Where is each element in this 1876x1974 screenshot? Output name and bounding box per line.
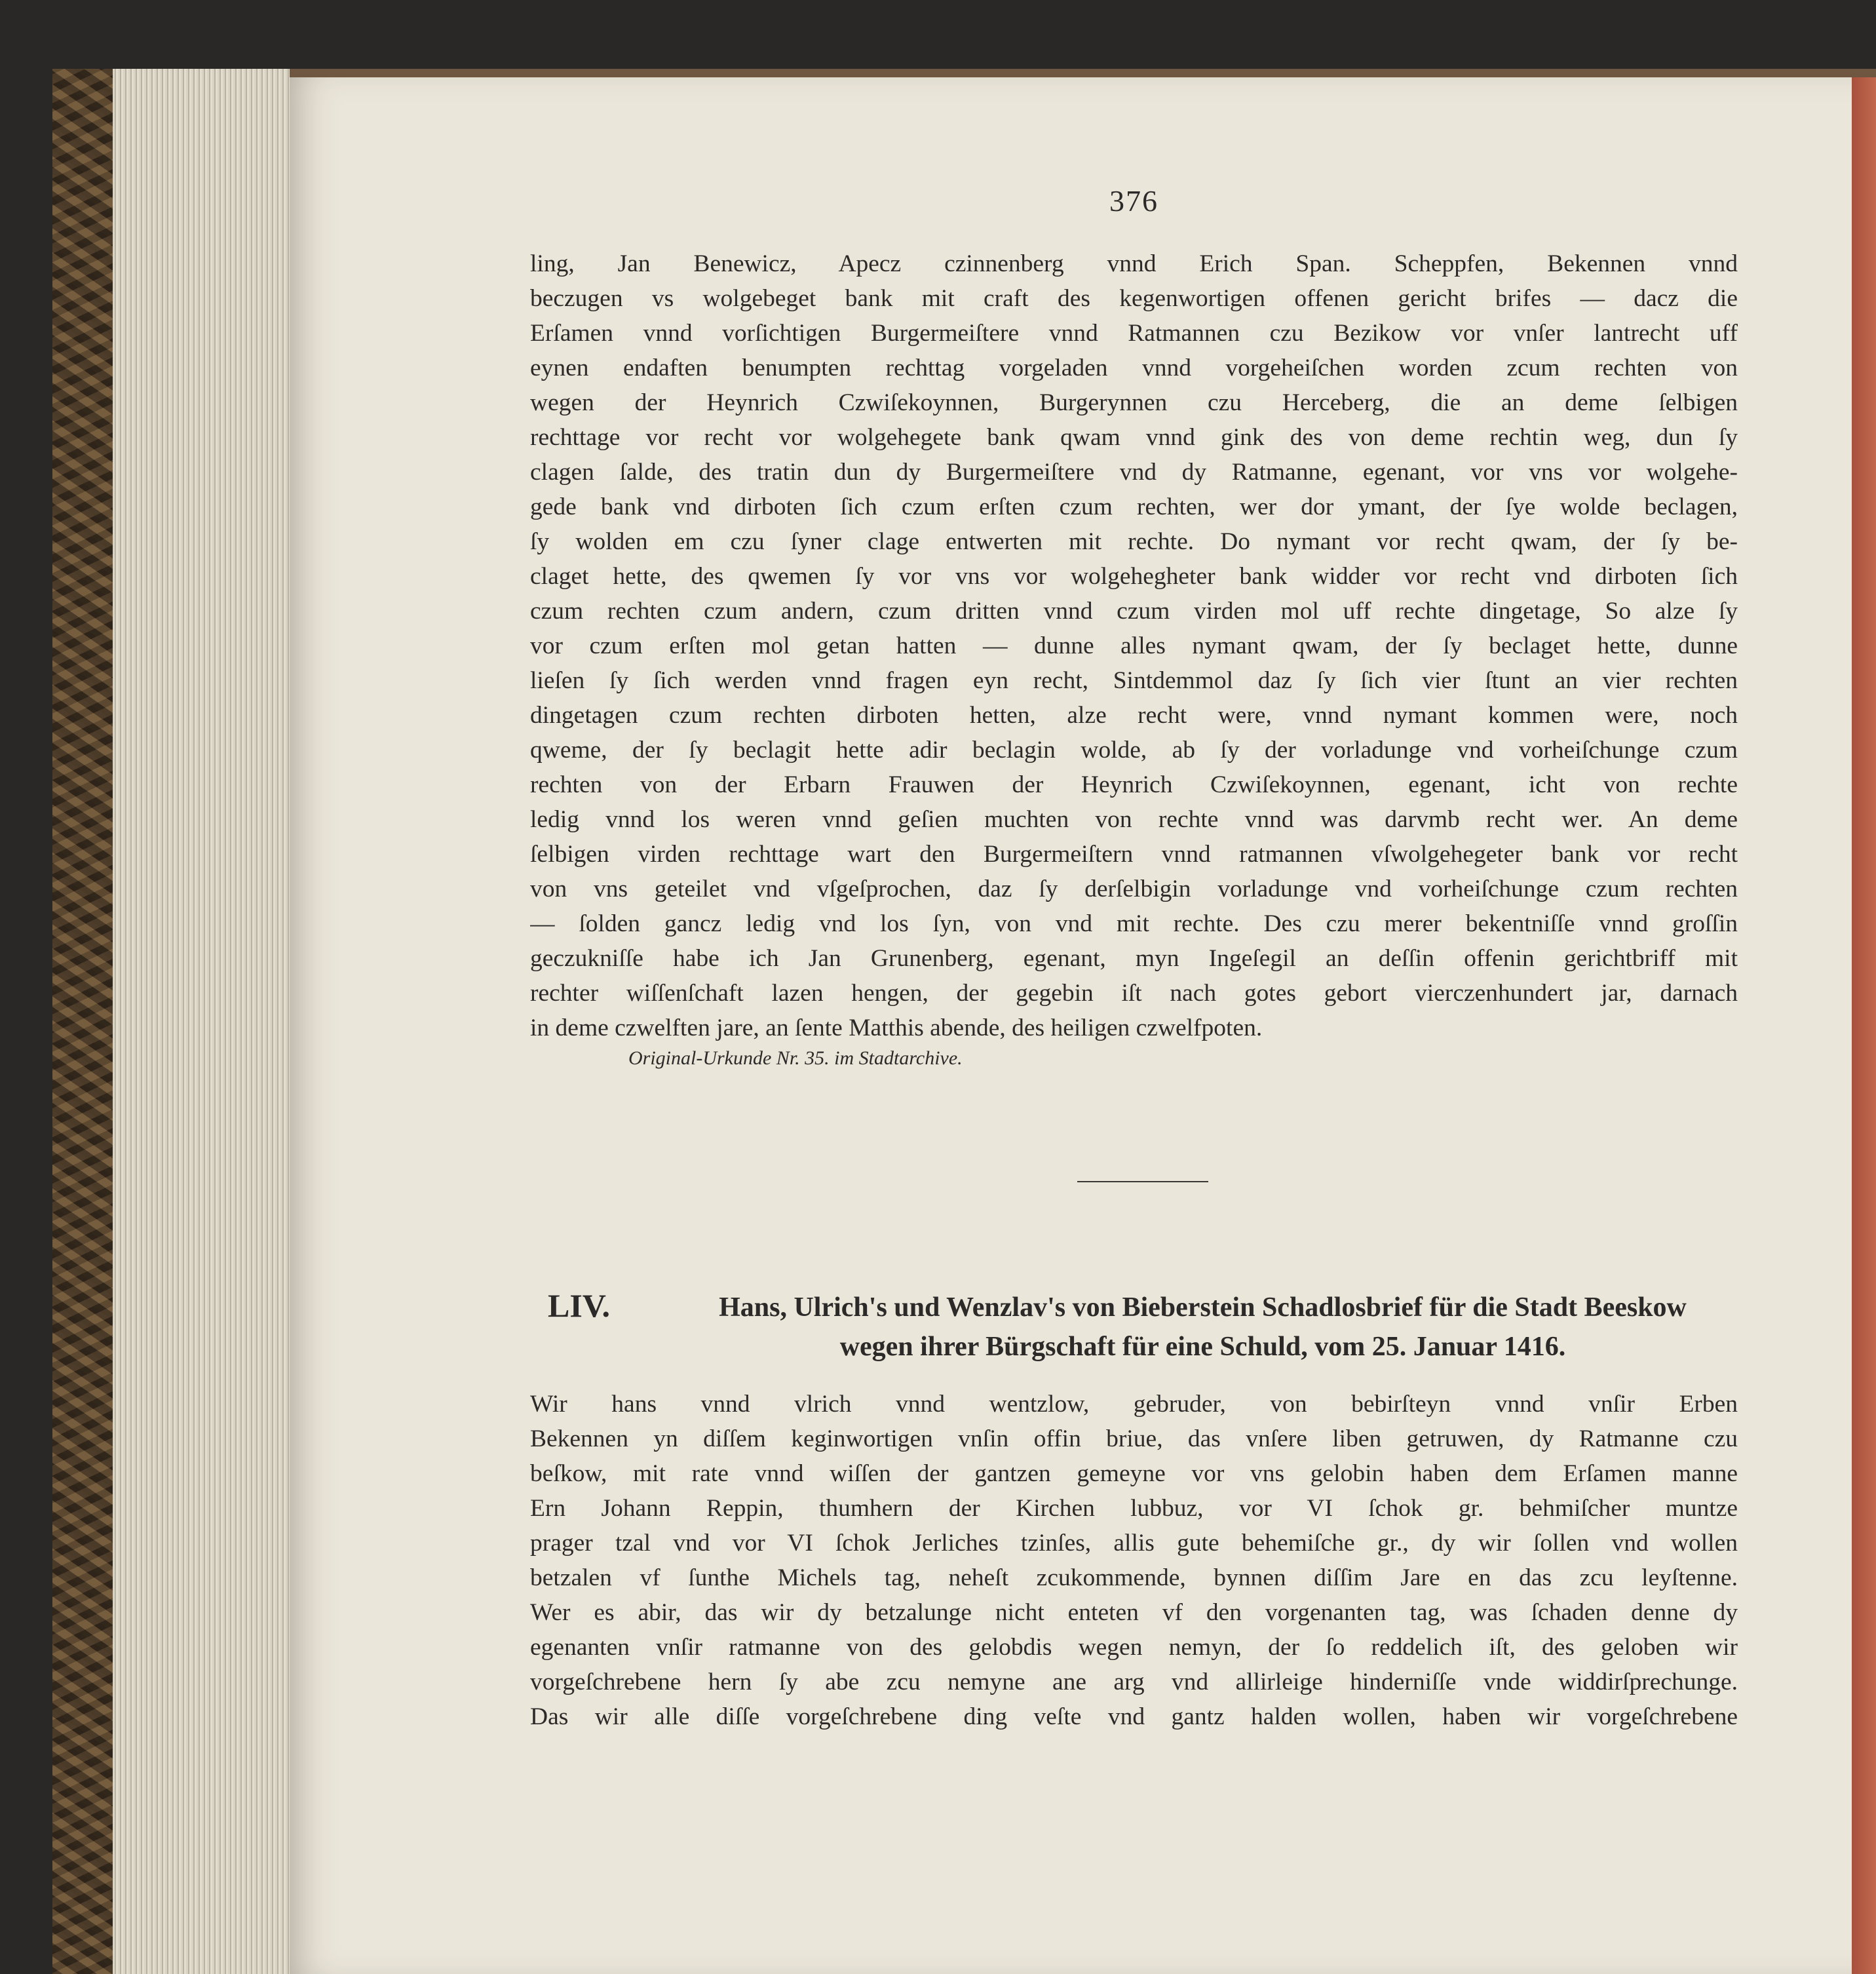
section-1-text-line: claget hette, des qwemen ſy vor vns vor wolgehegheter bank widder vor recht vnd dirboten ſich: [530, 563, 1738, 590]
document-title-line-2: wegen ihrer Bürgschaft für eine Schuld, vom 25. Januar 1416.: [839, 1332, 1566, 1362]
section-2-text-line: Ern Johann Reppin, thumhern der Kirchen lubbuz, vor VI ſchok gr. behmiſcher muntze: [530, 1495, 1738, 1522]
section-1-text-line: eynen endaften benumpten rechttag vorgeladen vnnd vorgeheiſchen worden zcum rechten von: [530, 355, 1738, 381]
section-1-text-line: geczukniſſe habe ich Jan Grunenberg, egenant, myn Ingeſegil an deſſin offenin gerichtbriff mit: [530, 945, 1738, 972]
document-text-section-1: [530, 246, 1738, 1045]
marbled-cover-edge: [52, 69, 113, 1974]
section-2-text-line: Bekennen yn diſſem keginwortigen vnſin offin briue, das vnſere liben getruwen, dy Ratmanne czu: [530, 1425, 1738, 1452]
section-2-text-line: egenanten vnſir ratmanne von des gelobdis wegen nemyn, der ſo reddelich iſt, des geloben wir: [530, 1634, 1738, 1661]
section-1-text-line: rechttage vor recht vor wolgehegete bank qwam vnnd gink des von deme rechtin weg, dun ſy: [530, 424, 1738, 451]
section-1-text-line: — ſolden gancz ledig vnd los ſyn, von vnd mit rechte. Des czu merer bekentniſſe vnnd groſſin: [530, 910, 1738, 937]
section-2-text-line: prager tzal vnd vor VI ſchok Jerliches tzinſes, allis gute behemiſche gr., dy wir ſollen vnd wollen: [530, 1530, 1738, 1557]
section-separator: [1077, 1181, 1208, 1182]
right-cover-edge: [1852, 77, 1876, 1974]
document-number: LIV.: [548, 1287, 610, 1324]
section-1-text-line: qweme, der ſy beclagit hette adir beclagin wolde, ab ſy der vorladunge vnd vorheiſchunge czum: [530, 737, 1738, 764]
document-text-section-2: [530, 1387, 1738, 1734]
section-1-text-line: lieſen ſy ſich werden vnnd fragen eyn recht, Sintdemmol daz ſy ſich vier ſtunt an vier rechten: [530, 667, 1738, 694]
section-1-text-line: beczugen vs wolgebeget bank mit craft des kegenwortigen offenen gericht brifes — dacz die: [530, 285, 1738, 312]
page-number: 376: [1109, 184, 1158, 218]
section-1-text-line: clagen ſalde, des tratin dun dy Burgermeiſtere vnd dy Ratmanne, egenant, vor vns vor wolgehe-: [530, 459, 1738, 486]
section-1-text-line: gede bank vnd dirboten ſich czum erſten czum rechten, wer dor ymant, der ſye wolde beclagen,: [530, 494, 1738, 520]
page-content: [530, 77, 1738, 1974]
section-2-text-line: Wer es abir, das wir dy betzalunge nicht enteten vf den vorgenanten tag, was ſchaden denne dy: [530, 1599, 1738, 1626]
section-1-text-line: dingetagen czum rechten dirboten hetten, alze recht were, vnnd nymant kommen were, noch: [530, 702, 1738, 729]
section-1-text-line: ledig vnnd los weren vnnd geſien muchten von rechte vnnd was darvmb recht wer. An deme: [530, 806, 1738, 833]
section-1-text-line: vor czum erſten mol getan hatten — dunne alles nymant qwam, der ſy beclaget hette, dunne: [530, 632, 1738, 659]
section-1-text-line: rechten von der Erbarn Frauwen der Heynrich Czwiſekoynnen, egenant, icht von rechte: [530, 771, 1738, 798]
section-2-text-line: Das wir alle diſſe vorgeſchrebene ding veſte vnd gantz halden wollen, haben wir vorgeſchrebene: [530, 1703, 1738, 1730]
section-1-text-line: ſy wolden em czu ſyner clage entwerten mit rechte. Do nymant vor recht qwam, der ſy be-: [530, 528, 1738, 555]
section-2-text-line: betzalen vf ſunthe Michels tag, neheſt zcukommende, bynnen diſſim Jare en das zcu leyſtenne.: [530, 1564, 1738, 1591]
section-1-text-line: Erſamen vnnd vorſichtigen Burgermeiſtere vnnd Ratmannen czu Bezikow vor vnſer lantrecht uff: [530, 320, 1738, 347]
page-stack-edges: [113, 69, 290, 1974]
section-1-text-line: czum rechten czum andern, czum dritten vnnd czum virden mol uff rechte dingetage, So alze ſy: [530, 598, 1738, 625]
section-2-text-line: beſkow, mit rate vnnd wiſſen der gantzen gemeyne vor vns gelobin haben dem Erſamen manne: [530, 1460, 1738, 1487]
section-1-text-line: wegen der Heynrich Czwiſekoynnen, Burgerynnen czu Herceberg, die an deme ſelbigen: [530, 389, 1738, 416]
page: [290, 77, 1852, 1974]
section-2-text-line: vorgeſchrebene hern ſy abe zcu nemyne ane arg vnd allirleige hinderniſſe vnde widdirſprechunge.: [530, 1669, 1738, 1695]
section-2-text-line: Wir hans vnnd vlrich vnnd wentzlow, gebruder, von bebirſteyn vnnd vnſir Erben: [530, 1391, 1738, 1418]
section-1-text-line: ling, Jan Benewicz, Apecz czinnenberg vnnd Erich Span. Scheppfen, Bekennen vnnd: [530, 250, 1738, 277]
source-citation: Original-Urkunde Nr. 35. im Stadtarchive.: [628, 1047, 963, 1069]
section-1-text-line: rechter wiſſenſchaft lazen hengen, der gegebin iſt nach gotes gebort vierczenhundert jar, darnach: [530, 980, 1738, 1007]
section-1-text-line: in deme czwelften jare, an ſente Matthis abende, des heiligen czwelfpoten.: [530, 1015, 1263, 1041]
document-title-line-1: Hans, Ulrich's und Wenzlav's von Bieberstein Schadlosbrief für die Stadt Beeskow: [719, 1292, 1687, 1323]
section-1-text-line: ſelbigen virden rechttage wart den Burgermeiſtern vnnd ratmannen vſwolgehegeter bank vor recht: [530, 841, 1738, 868]
section-1-text-line: von vns geteilet vnd vſgeſprochen, daz ſy derſelbigin vorladunge vnd vorheiſchunge czum rechten: [530, 876, 1738, 902]
